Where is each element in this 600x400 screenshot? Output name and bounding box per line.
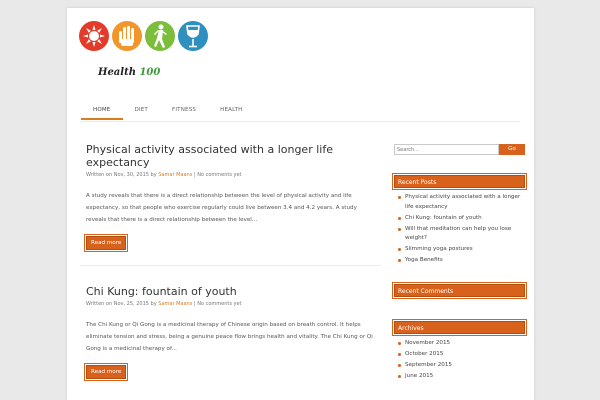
post-comments-link[interactable]: No comments yet: [197, 301, 242, 307]
nav-divider: [81, 121, 520, 122]
read-more-button[interactable]: Read more: [86, 236, 126, 250]
post-title[interactable]: Chi Kung: fountain of youth: [86, 285, 237, 298]
post-comments-link[interactable]: No comments yet: [197, 172, 242, 178]
recent-post-link[interactable]: Slimming yoga postures: [396, 245, 525, 255]
recent-post-link[interactable]: Chi Kung: fountain of youth: [396, 214, 525, 224]
read-more-button[interactable]: Read more: [86, 365, 126, 379]
recent-comments-empty: [394, 297, 525, 307]
logo-word: Health: [98, 67, 136, 78]
logo-number: 100: [139, 67, 161, 78]
recent-posts-list: [394, 193, 525, 266]
archives-widget: [394, 321, 525, 382]
page-container: [67, 8, 534, 400]
archive-link[interactable]: November 2015: [396, 339, 525, 349]
site-logo[interactable]: [77, 19, 217, 79]
post-date: Written on Nov, 30, 2015 by: [86, 172, 157, 178]
archive-link[interactable]: September 2015: [396, 361, 525, 371]
runner-icon: [145, 21, 175, 51]
post-author-link[interactable]: Samar Maans: [158, 172, 193, 178]
widget-title: Recent Comments: [394, 284, 525, 297]
archive-link[interactable]: June 2015: [396, 372, 525, 382]
post-excerpt: A study reveals that there is a direct relationship between the level of physical activity and life expectancy, so that people who exercise regularly could live between 3.4 and 4.2 years. A study reveals that there is a direct relationship between the level...: [86, 193, 357, 223]
widget-title: Recent Posts: [394, 175, 525, 188]
hands-icon: [112, 21, 142, 51]
sidebar: [394, 144, 525, 383]
widget-title: Archives: [394, 321, 525, 334]
post-article: [81, 285, 381, 379]
archive-link[interactable]: October 2015: [396, 350, 525, 360]
recent-comments-widget: [394, 284, 525, 307]
main-nav: [81, 100, 521, 120]
post-meta: [81, 301, 381, 307]
logo-text: [98, 67, 160, 78]
wine-glass-icon: [178, 21, 208, 51]
nav-item-diet[interactable]: DIET: [134, 107, 148, 113]
post-date: Written on Nov, 25, 2015 by: [86, 301, 157, 307]
post-meta: [81, 172, 381, 178]
post-divider: [81, 265, 381, 266]
recent-post-link[interactable]: Physical activity associated with a longer life expectancy: [396, 193, 525, 212]
search-form: [394, 144, 525, 155]
nav-item-fitness[interactable]: FITNESS: [172, 107, 197, 113]
recent-posts-widget: [394, 175, 525, 266]
archives-list: [394, 339, 525, 382]
search-button[interactable]: Go: [499, 144, 525, 155]
nav-item-health[interactable]: HEALTH: [220, 107, 243, 113]
post-article: [81, 143, 381, 250]
post-title[interactable]: Physical activity associated with a longer life expectancy: [86, 143, 333, 169]
post-excerpt: The Chi Kung or Qi Gong is a medicinal therapy of Chinese origin based on breath control. It helps eliminate tension and stress, being a genuine peace flow brings health and vitality. The Chi Kung or Qi Gong is a medicinal therapy of...: [86, 322, 373, 352]
meta-separator: |: [193, 301, 196, 307]
nav-item-home[interactable]: HOME: [81, 100, 123, 120]
recent-post-link[interactable]: Will that meditation can help you lose weight?: [396, 225, 525, 244]
recent-post-link[interactable]: Yoga Benefits: [396, 256, 525, 266]
meta-separator: |: [193, 172, 196, 178]
post-author-link[interactable]: Samar Maans: [158, 301, 193, 307]
sun-icon: [79, 21, 109, 51]
logo-icons: [77, 19, 212, 54]
search-input[interactable]: [394, 144, 499, 155]
